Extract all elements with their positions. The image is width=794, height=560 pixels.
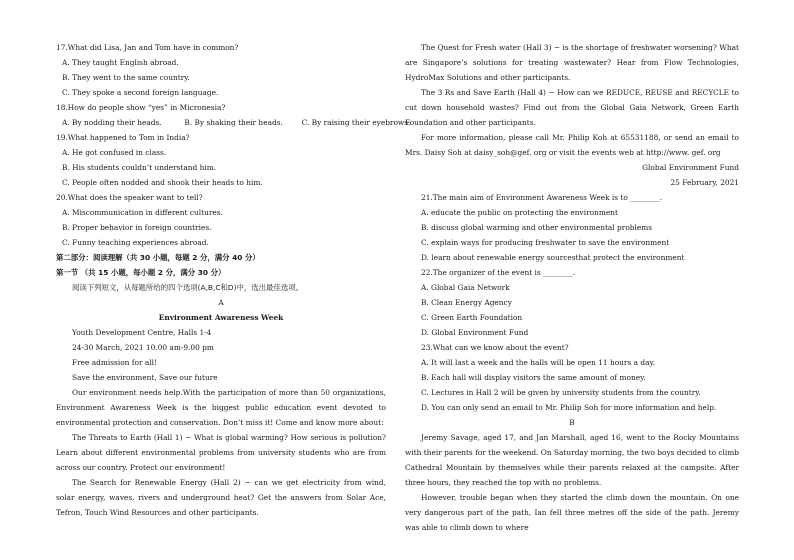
event-dates: 24-30 March, 2021 10.00 am-9.00 pm [72, 343, 214, 352]
q21-option-a: A. educate the public on protecting the environment [421, 208, 618, 217]
q18-options [56, 115, 411, 130]
q19-stem: 19.What happened to Tom in India? [56, 133, 190, 142]
organizer-signature: Global Environment Fund [642, 163, 739, 172]
q22-option-a: A. Global Gaia Network [421, 283, 510, 292]
q21-option-b: B. discuss global warming and other environmental problems [421, 223, 653, 232]
q20-option-c: C. Funny teaching experiences abroad. [62, 238, 209, 247]
q17-option-a: A. They taught English abroad. [62, 58, 179, 67]
q21-option-c: C. explain ways for producing freshwater to save the environment [421, 238, 670, 247]
event-venue: Youth Development Centre, Halls 1-4 [72, 328, 212, 337]
q17-stem: 17.What did Lisa, Jan and Tom have in common? [56, 43, 239, 52]
q17-option-c: C. They spoke a second foreign language. [62, 88, 219, 97]
passage-a-paragraph-4: The Quest for Fresh water (Hall 3) − is the shortage of freshwater worsening? What are Singapore’s solutions for treating wastewater? Hear from Flow Technologies, HydroMax Solutions and other participants. [405, 43, 739, 82]
q23-option-c: C. Lectures in Hall 2 will be given by university students from the country. [421, 388, 701, 397]
passage-a-paragraph-3: The Search for Renewable Energy (Hall 2) − can we get electricity from wind, solar energy, waves, rivers and underground heat? Get the answers from Solar Ace, Tefron, Touch Wind Resources and other participants. [56, 478, 386, 517]
q22-option-c: C. Green Earth Foundation [421, 313, 523, 322]
q21-stem: 21.The main aim of Environment Awareness Week is to ________. [421, 193, 663, 202]
passage-b-paragraph-2: However, trouble began when they started the climb down the mountain. On one very dangerous part of the path, Ian fell three metres off the side of the path. Jeremy was able to climb down to where [405, 493, 739, 532]
section1-heading: 第一节 （共 15 小题，每小题 2 分，满分 30 分） [56, 268, 226, 277]
passage-a-label: A [218, 298, 224, 307]
q18-option-a: A. By nodding their heads. [62, 118, 162, 127]
passage-b-paragraph-1: Jeremy Savage, aged 17, and Jan Marshall, aged 16, went to the Rocky Mountains with their parents for the weekend. On Saturday morning, the two boys decided to climb Cathedral Mountain by themselves while their parents relaxed at the campsite. After three hours, they reached the top with no problems. [405, 433, 739, 487]
q18-option-c: C. By raising their eyebrows. [301, 118, 411, 127]
passage-a-paragraph-1: Our environment needs help.With the participation of more than 50 organizations, Environment Awareness Week is the biggest public education event devoted to environmental protection and conservation. Don’t miss it! Come and know more about: [56, 388, 386, 427]
reading-instructions: 阅读下列短文，从每题所给的四个选项(A,B,C和D)中，选出最佳选项。 [72, 283, 303, 292]
passage-a-contact-info: For more information, please call Mr. Philip Koh at 65531188, or send an email to Mrs. Daisy Soh at daisy_soh@gef. org or visit the events web at http://www. gef. org [405, 133, 739, 157]
q23-stem: 23.What can we know about the event? [421, 343, 569, 352]
q22-stem: 22.The organizer of the event is ________. [421, 268, 575, 277]
q17-option-b: B. They went to the same country. [62, 73, 190, 82]
q21-option-d: D. learn about renewable energy sourcesthat protect the environment [421, 253, 685, 262]
q18-stem: 18.How do people show “yes” in Micronesia? [56, 103, 226, 112]
q23-option-d: D. You can only send an email to Mr. Philip Soh for more information and help. [421, 403, 717, 412]
passage-b-label: B [569, 418, 575, 427]
passage-a-paragraph-5: The 3 Rs and Save Earth (Hall 4) − How can we REDUCE, REUSE and RECYCLE to cut down household wastes? Find out from the Global Gaia Network, Green Earth Foundation and other participants. [405, 88, 739, 127]
right-column [405, 40, 739, 535]
q20-stem: 20.What does the speaker want to tell? [56, 193, 203, 202]
part2-heading: 第二部分：阅读理解（共 30 小题，每题 2 分，满分 40 分） [56, 253, 260, 262]
q18-option-b: B. By shaking their heads. [184, 118, 283, 127]
event-slogan: Save the environment, Save our future [72, 373, 218, 382]
passage-a-paragraph-2: The Threats to Earth (Hall 1) − What is global warming? How serious is pollution? Learn about different environmental problems from university students who are from across our country. Protect our environment! [56, 433, 386, 472]
q23-option-b: B. Each hall will display visitors the same amount of money. [421, 373, 646, 382]
q20-option-a: A. Miscommunication in different cultures. [62, 208, 223, 217]
q19-option-c: C. People often nodded and shook their heads to him. [62, 178, 263, 187]
q22-option-d: D. Global Environment Fund [421, 328, 529, 337]
left-column [56, 40, 411, 520]
event-admission: Free admission for all! [72, 358, 157, 367]
q23-option-a: A. It will last a week and the halls will be open 11 hours a day. [421, 358, 656, 367]
q22-option-b: B. Clean Energy Agency [421, 298, 512, 307]
q19-option-b: B. His students couldn’t understand him. [62, 163, 217, 172]
passage-a-title: Environment Awareness Week [158, 313, 284, 322]
q20-option-b: B. Proper behavior in foreign countries. [62, 223, 212, 232]
q19-option-a: A. He got confused in class. [62, 148, 167, 157]
notice-date: 25 February, 2021 [670, 178, 739, 187]
